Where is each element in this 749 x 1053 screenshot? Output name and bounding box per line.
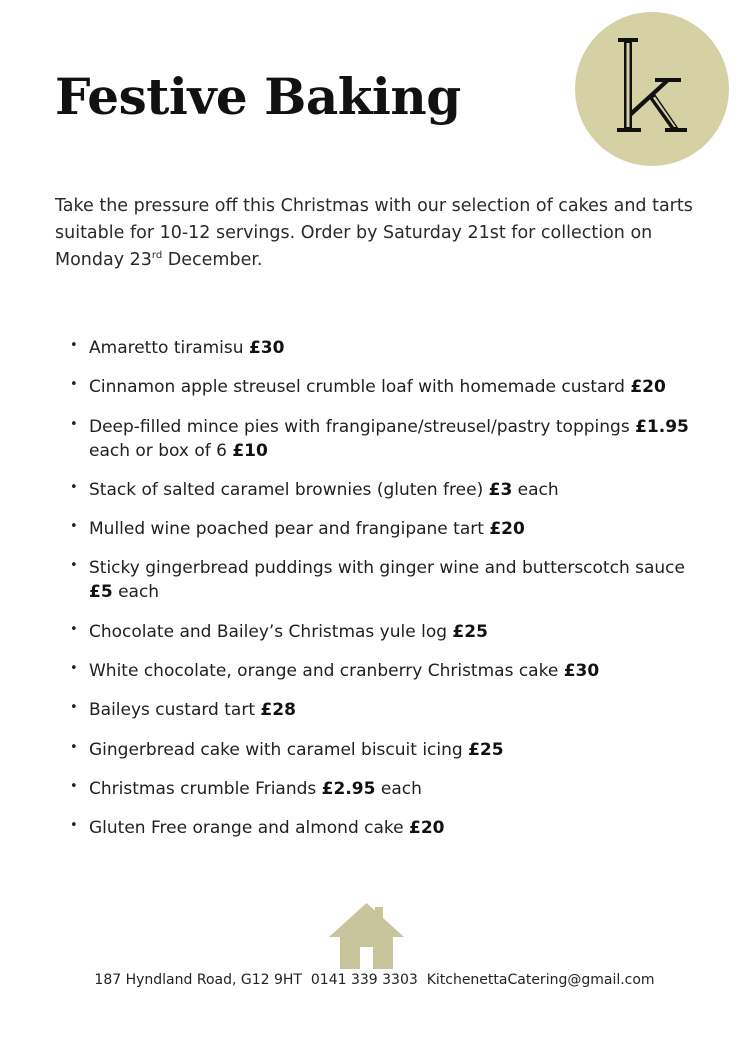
- item-price: £3: [488, 479, 513, 500]
- item-price: £25: [468, 739, 504, 760]
- item-name: Stack of salted caramel brownies (gluten free): [89, 479, 489, 500]
- item-price: £20: [630, 377, 666, 398]
- item-suffix: each or box of 6: [89, 440, 233, 461]
- menu-item: [70, 478, 710, 502]
- item-name: Mulled wine poached pear and frangipane tart: [89, 519, 490, 540]
- item-name: Deep-filled mince pies with frangipane/streusel/pastry toppings: [89, 416, 636, 437]
- bullet: •: [70, 338, 78, 353]
- bullet: •: [70, 479, 78, 495]
- bullet: •: [70, 818, 78, 834]
- menu-item: [70, 517, 710, 541]
- page-title: Festive Baking: [55, 67, 461, 126]
- bullet: •: [70, 377, 78, 393]
- bullet: •: [70, 558, 78, 574]
- item-name: Sticky gingerbread puddings with ginger wine and butterscotch sauce: [89, 558, 685, 579]
- item-price: £30: [563, 661, 600, 682]
- item-suffix: each: [112, 582, 160, 603]
- item-name: Baileys custard tart: [89, 700, 261, 721]
- bullet: •: [70, 519, 78, 535]
- item-name: Gluten Free orange and almond cake: [89, 818, 410, 839]
- footer-email: KitchenettaCatering@gmail.com: [426, 972, 655, 988]
- bullet: •: [70, 778, 78, 794]
- item-name: White chocolate, orange and cranberry Christmas cake: [89, 661, 564, 682]
- item-price: £25: [452, 621, 488, 642]
- k-monogram-icon: [575, 12, 729, 166]
- item-name: Christmas crumble Friands: [89, 778, 322, 799]
- footer-phone: 0141 339 3303: [310, 972, 418, 988]
- item-name: Amaretto tiramisu: [89, 338, 249, 358]
- menu-item: [70, 336, 710, 360]
- logo: [575, 12, 729, 166]
- item-name: Chocolate and Bailey’s Christmas yule log: [89, 621, 453, 642]
- item-price: £5: [89, 582, 113, 603]
- house-icon: [329, 903, 404, 969]
- intro-text: [55, 193, 695, 274]
- footer-address: 187 Hyndland Road, G12 9HT: [94, 972, 302, 988]
- menu-item: [70, 738, 710, 762]
- intro-main: Take the pressure off this Christmas with our selection of cakes and tarts suitable for 10-12 servings. Order by Saturday 21st for collection on Monday 23: [55, 196, 693, 270]
- item-price: £2.95: [321, 778, 376, 799]
- menu-item: [70, 415, 710, 463]
- item-suffix: each: [512, 479, 559, 500]
- bullet: •: [70, 739, 78, 755]
- menu-item: [70, 659, 710, 683]
- item-price: £28: [260, 700, 296, 721]
- intro-end: December.: [162, 250, 263, 270]
- item-name: Gingerbread cake with caramel biscuit icing: [89, 739, 469, 760]
- footer: [0, 969, 749, 991]
- item-suffix: each: [375, 778, 422, 799]
- item-price-box: £10: [232, 440, 268, 461]
- item-price: £20: [489, 519, 525, 540]
- menu-item: [70, 816, 710, 840]
- bullet: •: [70, 700, 78, 716]
- bullet: •: [70, 661, 78, 677]
- bullet: •: [70, 416, 78, 432]
- menu-item: [70, 698, 710, 722]
- menu-item: [70, 375, 710, 399]
- bullet: •: [70, 621, 78, 637]
- menu-item: [70, 556, 710, 604]
- item-price: £20: [409, 818, 445, 839]
- intro-ordinal: rd: [151, 250, 163, 262]
- menu-item: [70, 620, 710, 644]
- item-price: £30: [248, 338, 285, 358]
- item-name: Cinnamon apple streusel crumble loaf with homemade custard: [89, 377, 631, 398]
- menu-list: [70, 336, 710, 856]
- menu-item: [70, 777, 710, 801]
- item-price: £1.95: [635, 416, 689, 437]
